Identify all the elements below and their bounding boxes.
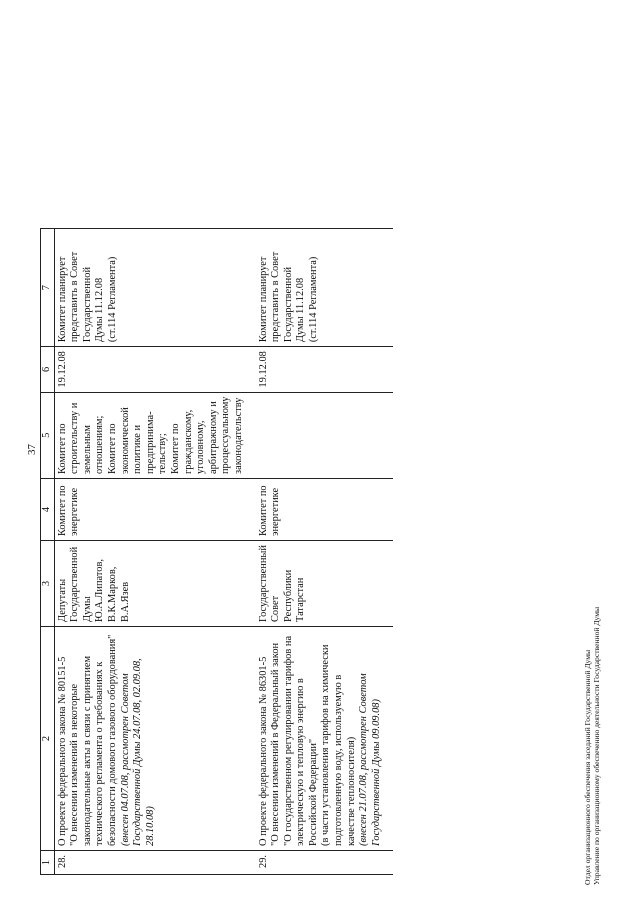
initiator-lines-line: Думы [81,596,93,622]
note-lines-line: представить в Совет [270,251,282,343]
co-lines-line: строительству и [69,402,81,474]
bill-lines-line: электрическую и тепловую энергию в [295,678,307,846]
co-lines-line: предпринима- [144,411,156,474]
co-lines-line: законодательству [232,397,244,474]
note-lines-line: (ст.114 Регламента) [106,256,118,343]
co-lines-line: Комитет по [56,423,68,474]
note-lines-line: представить в Совет [69,251,81,343]
note-lines-line: Думы 11.12.08 [295,277,307,343]
initiator-lines-line: Государственной [69,546,81,622]
bill-lines-line: "О внесении изменений в Федеральный закон [270,642,282,846]
co-executor-cell [54,392,255,478]
column-header: 2 [41,627,55,851]
footer-line: Отдел организационного обеспечения заседаний Государственной Думы [583,649,592,885]
co-lines-line: политике и [132,424,144,474]
initiator-lines-line: Депутаты [56,578,68,622]
responsible-lines-line: энергетике [270,487,282,536]
note-lines-line: Думы 11.12.08 [94,277,106,343]
column-number-row [41,229,55,875]
bill-lines-line: (в части установления тарифов на химически [320,644,332,846]
footer [583,607,602,885]
bill-lines-line: законодательные акты в связи с принятием [81,655,93,846]
initiator-cell [256,541,394,627]
bill-note-lines-line: Государственной Думы 24.07.08, 02.09.08, [132,658,144,846]
responsible-lines-line: энергетике [69,487,81,536]
note-lines-line: Государственной [282,266,294,343]
column-header: 6 [41,347,55,392]
bills-table [40,228,393,875]
bill-lines-line: подготовленную воду, используемую в [333,674,345,846]
column-header: 1 [41,851,55,875]
responsible-committee-cell [54,479,255,541]
column-header: 5 [41,392,55,478]
initiator-lines-line: Государственный [257,545,269,622]
co-executor-cell [256,392,394,478]
co-lines-line: гражданскому, [182,409,194,474]
co-lines-line: Комитет по [106,423,118,474]
initiator-lines-line: Ю.А.Липатов, [94,559,106,622]
co-lines-line: земельным [81,425,93,474]
responsible-committee-cell [256,479,394,541]
co-lines-line: уголовному, [195,420,207,474]
note-lines-line: (ст.114 Регламента) [307,256,319,343]
bill-lines-line: "О государственном регулировании тарифов на [282,635,294,846]
note-cell [54,229,255,347]
column-header: 7 [41,229,55,347]
row-number: 29. [256,851,394,875]
bill-note-lines-line: Государственной Думы 09.09.08) [370,699,382,846]
bill-lines-line: безопасности домового газового оборудования" [106,634,118,846]
table-row [54,229,255,875]
initiator-cell [54,541,255,627]
note-lines-line: Государственной [81,266,93,343]
date-cell: 19.12.08 [256,347,394,392]
footer-line: Управление по организационному обеспечению деятельности Государственной Думы [592,606,602,885]
column-header: 4 [41,479,55,541]
bill-title-cell [256,627,394,851]
co-lines-line: тельству; [157,433,169,474]
co-lines-line: процессуальному [220,396,232,474]
co-lines-line: отношениям; [94,415,106,474]
co-lines-line: Комитет по [169,423,181,474]
bill-lines-line: качестве теплоносителя) [345,736,357,846]
responsible-lines-line: Комитет по [257,485,269,536]
column-header: 3 [41,541,55,627]
initiator-lines-line: Совет Республики [270,569,294,622]
bill-note-lines-line: (внесен 04.07.08, рассмотрен Советом [119,673,131,846]
table-row [256,229,394,875]
bill-title-cell [54,627,255,851]
date-cell: 19.12.08 [54,347,255,392]
bill-note-lines-line: (внесен 21.07.08, рассмотрен Советом [358,673,370,846]
bill-lines-line: О проекте федерального закона № 86301-5 [257,656,269,846]
page-number: 37 [26,444,38,455]
note-cell [256,229,394,347]
co-lines-line: экономической [119,407,131,474]
initiator-lines-line: В.А.Язев [119,581,131,622]
bill-lines-line: "О внесении изменений в некоторые [69,683,81,846]
row-number: 28. [54,851,255,875]
initiator-lines-line: В.К.Марков, [106,566,118,622]
bill-note-lines-line: 28.10.08) [144,806,156,846]
note-lines-line: Комитет планирует [257,256,269,343]
initiator-lines-line: Татарстан [295,577,307,622]
responsible-lines-line: Комитет по [56,485,68,536]
bill-lines-line: технического регламента о требованиях к [94,661,106,846]
co-lines-line: арбитражному и [207,401,219,474]
bill-lines-line: Российской Федерации" [307,738,319,846]
bill-lines-line: О проекте федерального закона № 80151-5 [56,656,68,846]
note-lines-line: Комитет планирует [56,256,68,343]
